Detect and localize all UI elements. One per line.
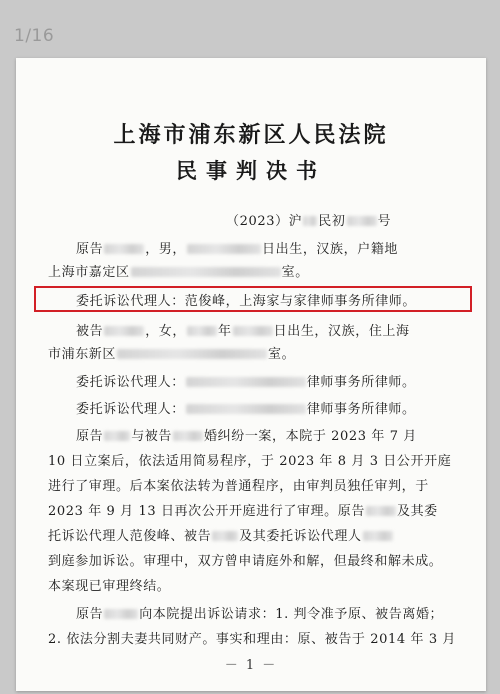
body-line-2: 10 日立案后，依法适用简易程序，于 2023 年 8 月 3 日公开开庭 — [48, 454, 452, 469]
document-page — [16, 58, 486, 691]
body-line-5 — [48, 525, 466, 544]
redacted-text — [212, 531, 238, 541]
text-segment: 律师事务所律师。 — [306, 375, 416, 390]
body-line-4 — [48, 500, 466, 519]
text-segment: 及其委托诉讼代理人 — [239, 529, 362, 544]
text-segment: 托诉讼代理人范俊峰、被告 — [48, 529, 212, 544]
redacted-text — [117, 349, 267, 359]
body-line-3: 进行了审理。后本案依法转为普通程序，由审判员独任审判，于 — [48, 479, 429, 494]
redacted-text — [131, 267, 281, 277]
text-segment: 市浦东新区 — [48, 347, 117, 362]
highlight-box — [34, 286, 472, 312]
text-segment: 年 — [218, 324, 232, 339]
claim-line-1 — [48, 603, 466, 622]
redacted-text — [104, 244, 144, 254]
page-counter: 1/16 — [14, 26, 55, 46]
defendant-line-1 — [48, 320, 466, 339]
redacted-text — [186, 377, 306, 387]
text-segment: 2023 年 9 月 13 日再次公开开庭进行了审理。原告 — [48, 504, 365, 519]
defendant-agent-line-2 — [48, 398, 466, 417]
plaintiff-line-2 — [48, 261, 466, 280]
text-segment: 委托诉讼代理人： — [76, 375, 185, 390]
redacted-text — [233, 326, 273, 336]
document-type-title: 民事判决书 — [176, 158, 326, 183]
text-segment: 原告 — [76, 242, 104, 257]
redacted-text — [347, 216, 377, 226]
redacted-text — [186, 404, 306, 414]
text-segment: 及其委 — [396, 504, 438, 519]
text-segment: 被告 — [76, 324, 104, 339]
redacted-text — [187, 326, 217, 336]
text-segment: 原告 — [76, 429, 104, 444]
text-segment: 婚纠纷一案，本院于 2023 年 7 月 — [204, 429, 417, 444]
claim-line-2: 2. 依法分割夫妻共同财产。事实和理由：原、被告于 2014 年 3 月 — [48, 632, 457, 647]
redacted-text — [187, 244, 261, 254]
body-line-1 — [48, 425, 466, 444]
text-segment: 日出生，汉族，户籍地 — [262, 242, 399, 257]
redacted-text — [366, 506, 396, 516]
text-segment: 日出生，汉族，住上海 — [273, 324, 410, 339]
text-segment: 委托诉讼代理人： — [76, 402, 185, 417]
case-number-prefix: （2023）沪 — [226, 214, 303, 229]
text-segment: 原告 — [76, 607, 104, 622]
redacted-text — [104, 431, 130, 441]
case-number — [226, 210, 466, 229]
defendant-line-2 — [48, 343, 466, 362]
redacted-text — [104, 609, 138, 619]
case-number-mid: 民初 — [318, 214, 346, 229]
page-number: － 1 － — [224, 658, 278, 673]
defendant-agent-line-1 — [48, 371, 466, 390]
redacted-text — [363, 531, 393, 541]
text-segment: 室。 — [268, 347, 296, 362]
text-segment: 上海市嘉定区 — [48, 265, 130, 280]
text-segment: 室。 — [281, 265, 309, 280]
body-line-7: 本案现已审理终结。 — [48, 579, 171, 594]
text-segment: 向本院提出诉讼请求：1. 判令准予原、被告离婚； — [139, 607, 444, 622]
plaintiff-agent-line: 委托诉讼代理人：范俊峰，上海家与家律师事务所律师。 — [76, 294, 417, 309]
court-name-title: 上海市浦东新区人民法院 — [113, 122, 389, 148]
redacted-text — [173, 431, 203, 441]
text-segment: ，女， — [145, 324, 187, 339]
redacted-text — [303, 216, 317, 226]
plaintiff-line-1 — [48, 238, 466, 257]
redacted-text — [104, 326, 144, 336]
case-number-suffix: 号 — [377, 214, 392, 229]
text-segment: ，男， — [145, 242, 187, 257]
body-line-6: 到庭参加诉讼。审理中，双方曾申请庭外和解，但最终和解未成。 — [48, 554, 443, 569]
text-segment: 与被告 — [131, 429, 173, 444]
text-segment: 律师事务所律师。 — [306, 402, 416, 417]
